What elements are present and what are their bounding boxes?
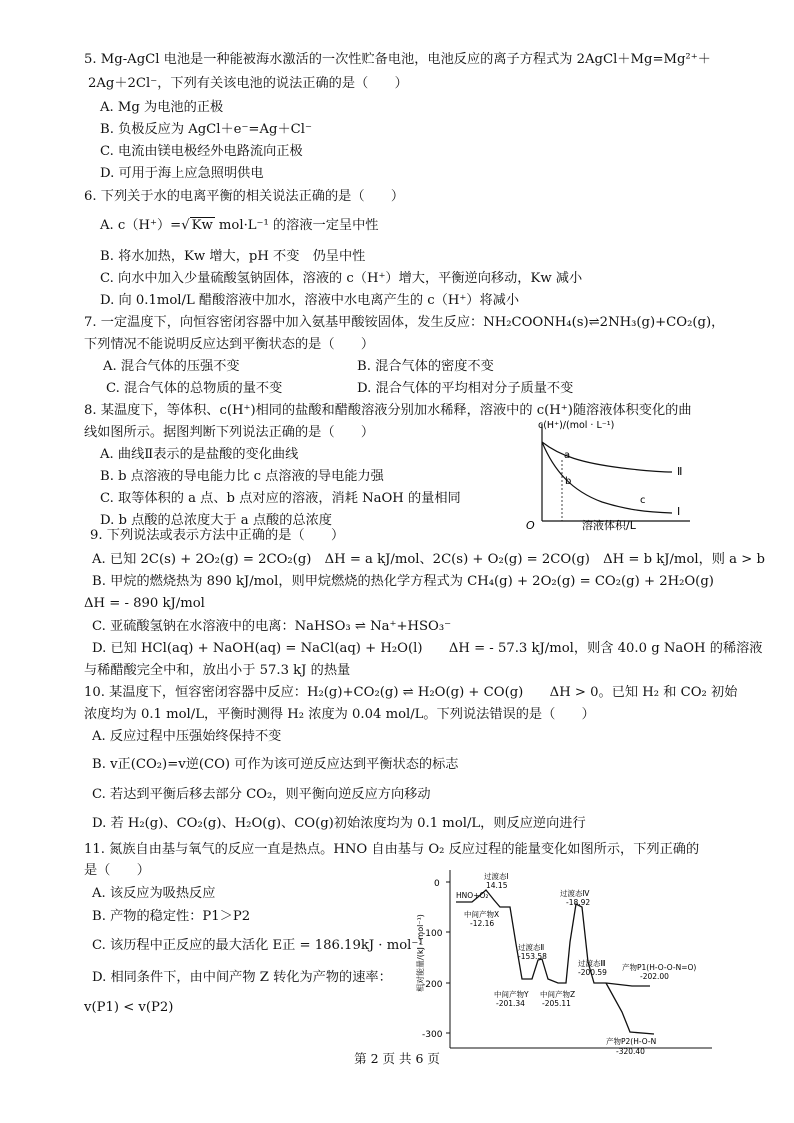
q9-option-d-line2: 与稀醋酸完全中和，放出小于 57.3 kJ 的热量 (84, 663, 351, 678)
sqrt-symbol: √ (181, 218, 190, 233)
q11-state-z-value: -205.11 (542, 999, 571, 1008)
q7-option-b: B. 混合气体的密度不变 (357, 359, 494, 374)
q8-option-b: B. b 点溶液的导电能力比 c 点溶液的导电能力强 (100, 469, 384, 484)
q10-stem-line1: 10. 某温度下，恒容密闭容器中反应：H₂(g)+CO₂(g) ⇌ H₂O(g) + CO(g) ΔH > 0。已知 H₂ 和 CO₂ 初始 (84, 685, 738, 700)
q5-option-d: D. 可用于海上应急照明供电 (100, 166, 264, 181)
q11-state-p2-value: -320.40 (616, 1047, 645, 1056)
q6-option-d: D. 向 0.1mol/L 醋酸溶液中加水，溶液中水电离产生的 c（H⁺）将减小 (100, 293, 520, 308)
page-footer: 第 2 页 共 6 页 (354, 1051, 440, 1066)
q11-state-start: HNO+O₂ (456, 891, 489, 900)
q11-option-b: B. 产物的稳定性：P1＞P2 (92, 909, 251, 924)
q11-option-d-line1: D. 相同条件下，由中间产物 Z 转化为产物的速率： (92, 970, 392, 985)
q6-option-a-root: Kw (191, 218, 213, 233)
q11-state-ts2-value: -153.58 (518, 952, 547, 961)
q5-stem-line1: 5. Mg-AgCl 电池是一种能被海水激活的一次性贮备电池，电池反应的离子方程式为 2AgCl＋Mg=Mg²⁺＋ (84, 52, 711, 67)
q11-tick-100: -100 (422, 929, 443, 939)
q11-state-ts1-label: 过渡态Ⅰ (484, 872, 509, 881)
q11-state-ts3-value: -200.59 (578, 968, 607, 977)
q10-option-d: D. 若 H₂(g)、CO₂(g)、H₂O(g)、CO(g)初始浓度均为 0.1 mol/L，则反应逆向进行 (92, 816, 586, 831)
q10-option-a: A. 反应过程中压强始终保持不变 (92, 729, 282, 744)
q8-stem-line1: 8. 某温度下，等体积、c(H⁺)相同的盐酸和醋酸溶液分别加水稀释，溶液中的 c(H⁺)随溶液体积变化的曲 (84, 403, 692, 418)
q8-curve-1 (542, 442, 672, 513)
q9-stem: 9. 下列说法或表示方法中正确的是（ ） (90, 528, 345, 543)
q11-stem-line1: 11. 氮族自由基与氧气的反应一直是热点。HNO 自由基与 O₂ 反应过程的能量变化如图所示，下列正确的 (84, 842, 700, 857)
q11-tick-300: -300 (422, 1030, 443, 1040)
q8-point-a: a (564, 450, 571, 461)
q8-curve-2 (542, 442, 672, 472)
q10-option-b: B. v正(CO₂)=v逆(CO) 可作为该可逆反应达到平衡状态的标志 (92, 757, 459, 772)
q11-state-p1-label: 产物P1(H-O-O-N=O) (622, 963, 697, 972)
q10-option-c: C. 若达到平衡后移去部分 CO₂，则平衡向逆反应方向移动 (92, 787, 431, 802)
q8-curve-1-label: Ⅰ (677, 505, 681, 518)
q9-option-d-line1: D. 已知 HCl(aq) + NaOH(aq) = NaCl(aq) + H₂O(l) ΔH = - 57.3 kJ/mol，则含 40.0 g NaOH 的稀溶液 (92, 641, 763, 656)
q7-stem-line1: 7. 一定温度下，向恒容密闭容器中加入氨基甲酸铵固体，发生反应：NH₂COONH₄(s)⇌2NH₃(g)+CO₂(g)， (84, 315, 725, 330)
q11-path-to-p1 (606, 983, 650, 986)
q6-stem: 6. 下列关于水的电离平衡的相关说法正确的是（ ） (84, 189, 405, 204)
q11-state-ts2-label: 过渡态Ⅱ (518, 943, 545, 952)
q7-option-d: D. 混合气体的平均相对分子质量不变 (357, 381, 574, 396)
q8-origin: O (526, 519, 535, 531)
q6-option-a (100, 217, 378, 235)
q11-state-p1-value: -202.00 (640, 972, 669, 981)
q6-option-a-post: mol·L⁻¹ 的溶液一定呈中性 (214, 218, 379, 233)
q8-point-b: b (565, 476, 572, 487)
q10-stem-line2: 浓度均为 0.1 mol/L，平衡时测得 H₂ 浓度为 0.04 mol/L。下列说法错误的是（ ） (84, 707, 595, 722)
q11-state-p2-label: 产物P2(H-O-N (606, 1037, 657, 1046)
q9-option-a: A. 已知 2C(s) + 2O₂(g) = 2CO₂(g) ΔH = a kJ/mol、2C(s) + O₂(g) = 2CO(g) ΔH = b kJ/mol，则 a > b (92, 552, 765, 567)
q8-curve-2-label: Ⅱ (677, 465, 683, 478)
q8-dilution-figure (522, 416, 712, 531)
q11-y-label: 相对能量/(kJ · mol⁻¹) (416, 914, 425, 992)
q11-state-ts4-value: -18.92 (566, 898, 591, 907)
q8-option-a: A. 曲线Ⅱ表示的是盐酸的变化曲线 (100, 447, 299, 462)
q9-option-c: C. 亚硫酸氢钠在水溶液中的电离：NaHSO₃ ⇌ Na⁺+HSO₃⁻ (92, 619, 452, 634)
q5-option-a: A. Mg 为电池的正极 (100, 100, 224, 115)
q11-path-to-p2 (606, 983, 654, 1034)
q5-option-c: C. 电流由镁电极经外电路流向正极 (100, 144, 303, 159)
q6-option-c: C. 向水中加入少量硫酸氢钠固体，溶液的 c（H⁺）增大，平衡逆向移动，Kw 减小 (100, 271, 583, 286)
q7-option-a: A. 混合气体的压强不变 (103, 359, 240, 374)
q8-x-label: 溶液体积/L (582, 519, 636, 531)
q11-state-y-value: -201.34 (496, 999, 525, 1008)
q11-state-z-label: 中间产物Z (540, 990, 576, 999)
q11-state-ts4-label: 过渡态Ⅳ (560, 889, 590, 898)
q8-point-c: c (640, 495, 646, 506)
q8-stem-line2: 线如图所示。据图判断下列说法正确的是（ ） (84, 425, 375, 440)
q11-energy-diagram (410, 862, 716, 1058)
q11-tick-200: -200 (422, 980, 443, 990)
q6-option-b: B. 将水加热，Kw 增大，pH 不变 仍呈中性 (100, 249, 366, 264)
q11-option-d-line2: v(P1) < v(P2) (84, 1000, 174, 1015)
q8-option-d: D. b 点酸的总浓度大于 a 点酸的总浓度 (100, 513, 332, 528)
q11-state-y-label: 中间产物Y (494, 990, 529, 999)
q7-option-c: C. 混合气体的总物质的量不变 (106, 381, 283, 396)
q9-option-b-line1: B. 甲烷的燃烧热为 890 kJ/mol，则甲烷燃烧的热化学方程式为 CH₄(g) + 2O₂(g) = CO₂(g) + 2H₂O(g) (92, 574, 714, 589)
q8-option-c: C. 取等体积的 a 点、b 点对应的溶液，消耗 NaOH 的量相同 (100, 491, 461, 506)
q11-option-a: A. 该反应为吸热反应 (92, 886, 216, 901)
q11-state-ts1-value: 14.15 (486, 881, 508, 890)
q11-state-x-value: -12.16 (470, 919, 495, 928)
q6-option-a-pre: A. c（H⁺）= (100, 218, 182, 233)
q11-option-c: C. 该历程中正反应的最大活化 E正 = 186.19kJ · mol⁻¹ (92, 938, 424, 953)
q11-stem-line2: 是（ ） (84, 863, 150, 878)
q5-option-b: B. 负极反应为 AgCl＋e⁻=Ag＋Cl⁻ (100, 122, 312, 137)
q9-option-b-line2: ΔH = - 890 kJ/mol (84, 596, 205, 611)
q11-state-ts3-label: 过渡态Ⅲ (578, 959, 606, 968)
q11-state-x-label: 中间产物X (464, 910, 500, 919)
q7-stem-line2: 下列情况不能说明反应达到平衡状态的是（ ） (84, 337, 375, 352)
q5-stem-line2: 2Ag＋2Cl⁻，下列有关该电池的说法正确的是（ ） (88, 76, 408, 91)
q11-tick-0: 0 (434, 879, 440, 889)
q8-y-label: c(H⁺)/(mol · L⁻¹) (538, 420, 615, 431)
